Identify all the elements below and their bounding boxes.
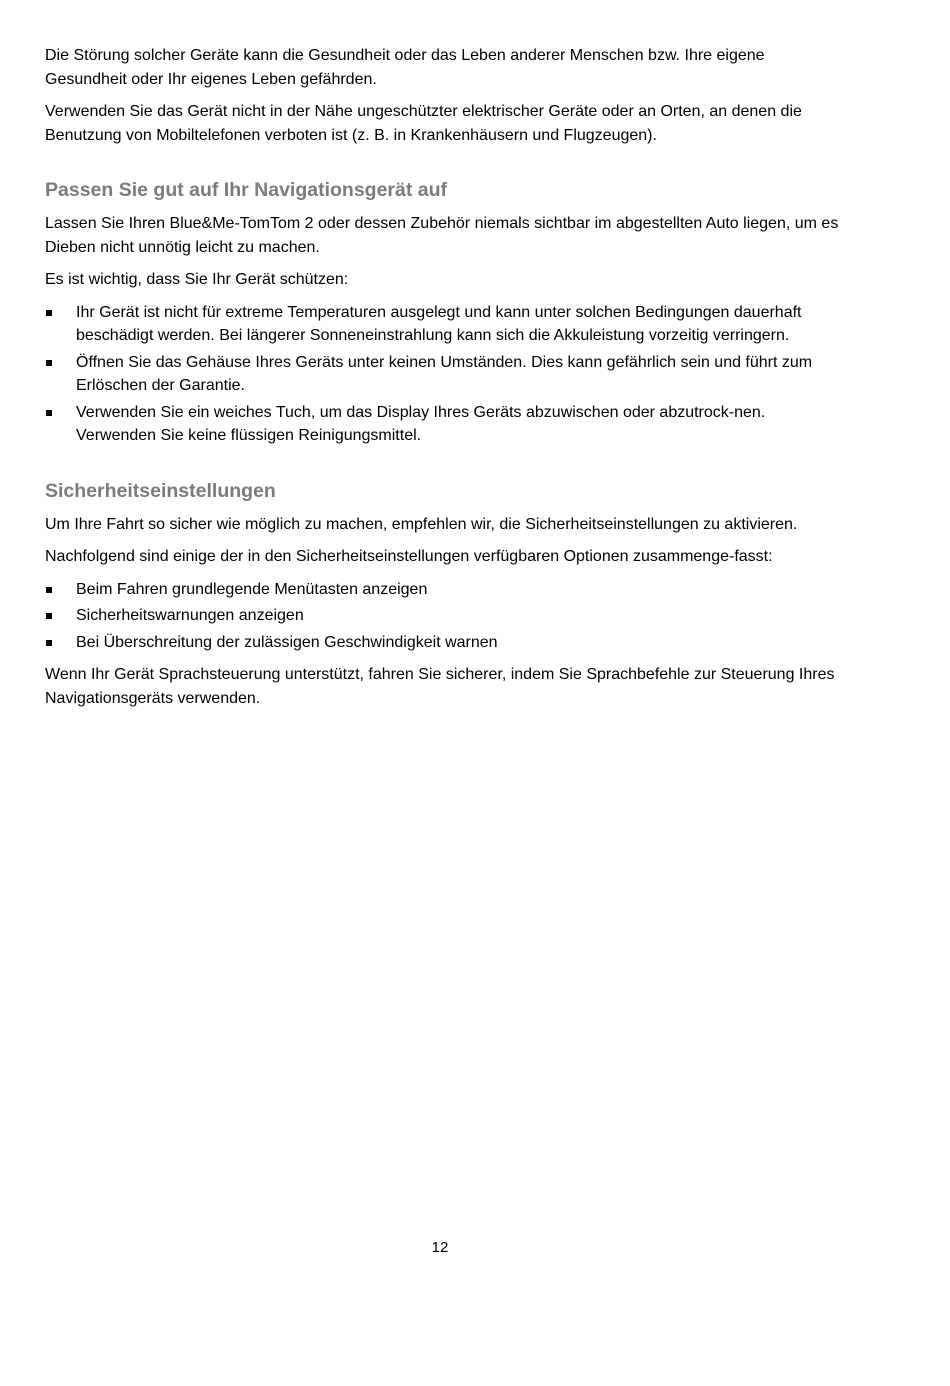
list-item: [45, 401, 845, 448]
list-item-text: Öffnen Sie das Gehäuse Ihres Geräts unter keinen Umständen. Dies kann gefährlich sein und führt zum Erlöschen der Garantie.: [76, 353, 813, 394]
square-bullet-icon: [46, 310, 52, 316]
list-item: [45, 631, 845, 655]
list-item-text: Beim Fahren grundlegende Menütasten anzeigen: [76, 580, 428, 598]
device-care-paragraph-1: Lassen Sie Ihren Blue&Me-TomTom 2 oder dessen Zubehör niemals sichtbar im abgestellten Auto liegen, um es Dieben nicht unnötig leicht zu machen.: [45, 215, 839, 256]
document-page: [45, 44, 845, 719]
square-bullet-icon: [46, 640, 52, 646]
list-item-text: Sicherheitswarnungen anzeigen: [76, 607, 304, 624]
safety-settings-paragraph-2: Nachfolgend sind einige der in den Sicherheitseinstellungen verfügbaren Optionen zusammenge-fasst:: [45, 548, 773, 565]
list-item-text: Ihr Gerät ist nicht für extreme Temperaturen ausgelegt und kann unter solchen Bedingungen dauerhaft beschädigt werden. Bei längerer Sonneneinstrahlung kann sich die Akkuleistung vorzeitig verringern.: [76, 303, 802, 344]
device-care-paragraph-2: Es ist wichtig, dass Sie Ihr Gerät schützen:: [45, 271, 349, 288]
section-heading-safety-settings: Sicherheitseinstellungen: [45, 479, 276, 502]
safety-settings-paragraph-1: Um Ihre Fahrt so sicher wie möglich zu machen, empfehlen wir, die Sicherheitseinstellungen zu aktivieren.: [45, 515, 798, 533]
list-item: [45, 578, 845, 602]
square-bullet-icon: [46, 587, 52, 593]
list-item-text: Verwenden Sie ein weiches Tuch, um das Display Ihres Geräts abzuwischen oder abzutrock-nen. Verwenden Sie keine flüssigen Reinigungsmittel.: [76, 403, 766, 444]
square-bullet-icon: [46, 360, 52, 366]
safety-settings-paragraph-3: Wenn Ihr Gerät Sprachsteuerung unterstützt, fahren Sie sicherer, indem Sie Sprachbefehle zur Steuerung Ihres Navigationsgeräts verwenden.: [45, 666, 835, 707]
list-item: [45, 301, 845, 348]
square-bullet-icon: [46, 410, 52, 416]
section-heading-device-care: Passen Sie gut auf Ihr Navigationsgerät auf: [45, 179, 448, 201]
safety-settings-list: [45, 578, 845, 655]
intro-paragraph-2: Verwenden Sie das Gerät nicht in der Nähe ungeschützter elektrischer Geräte oder an Orten, an denen die Benutzung von Mobiltelefonen verboten ist (z. B. in Krankenhäusern und Flugzeugen).: [45, 103, 802, 144]
list-item: [45, 351, 845, 398]
page-number: 12: [431, 1239, 449, 1256]
list-item-text: Bei Überschreitung der zulässigen Geschwindigkeit warnen: [76, 633, 498, 651]
square-bullet-icon: [46, 613, 52, 619]
device-care-list: [45, 301, 845, 448]
intro-paragraph-1: Die Störung solcher Geräte kann die Gesundheit oder das Leben anderer Menschen bzw. Ihre eigene Gesundheit oder Ihr eigenes Leben gefährden.: [45, 47, 765, 88]
list-item: [45, 604, 845, 628]
